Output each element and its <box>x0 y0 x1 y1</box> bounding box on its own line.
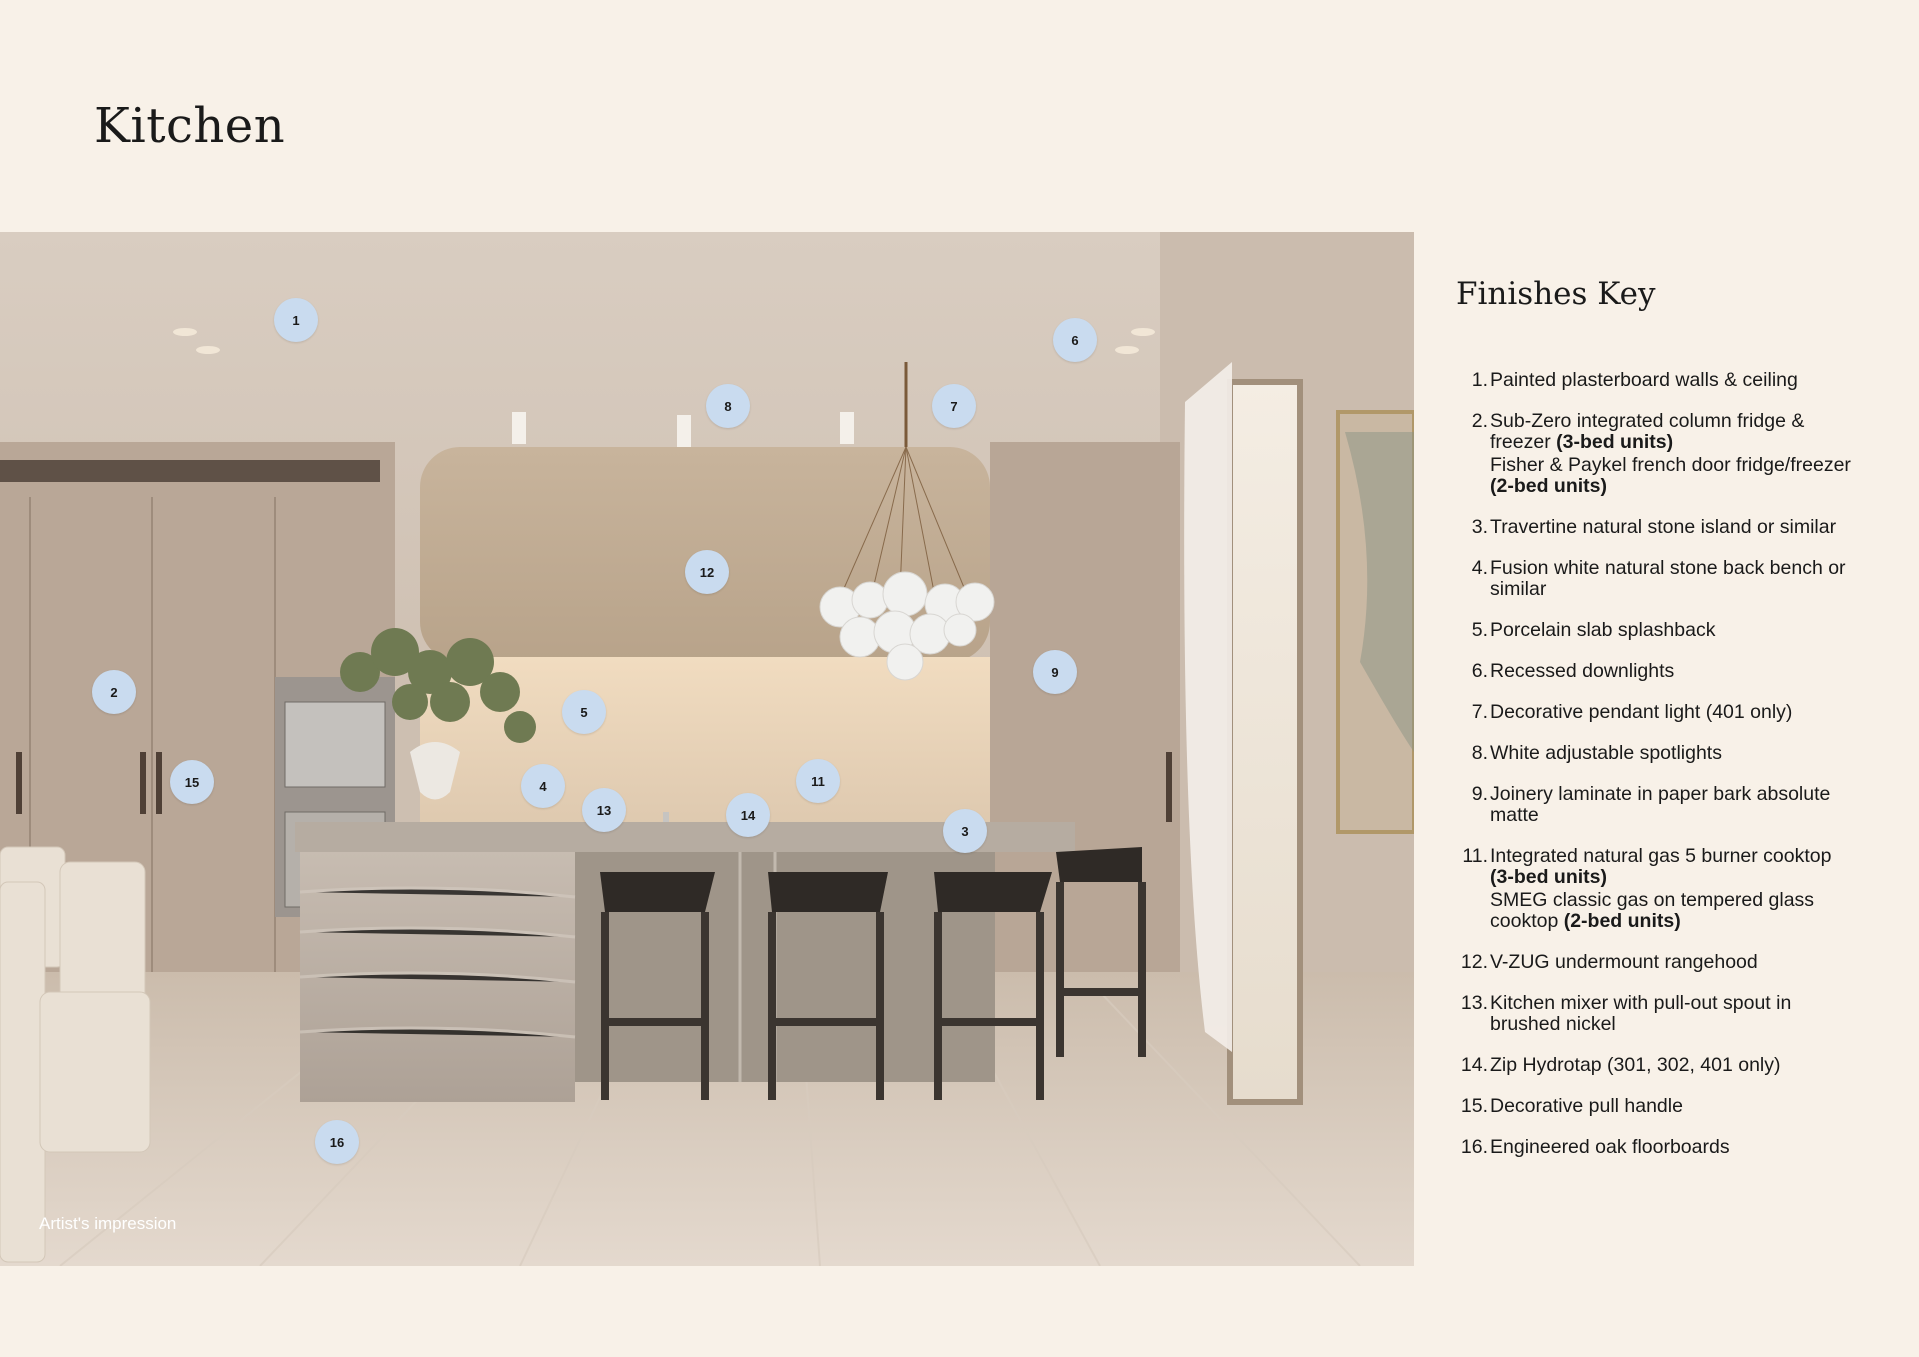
finishes-key-line-text: Fusion white natural stone back bench or similar <box>1490 557 1846 600</box>
finishes-key-text <box>1490 1137 1856 1158</box>
finishes-key-line-text: Fisher & Paykel french door fridge/freezer <box>1490 454 1851 476</box>
finishes-key-line <box>1490 784 1856 826</box>
finishes-key-item <box>1456 846 1856 932</box>
finishes-key-text <box>1490 702 1856 723</box>
finishes-key-item <box>1456 952 1856 973</box>
finishes-key-number: 3. <box>1471 516 1488 538</box>
finishes-key-number: 1. <box>1471 369 1488 391</box>
finishes-key-line <box>1490 952 1856 973</box>
finishes-key-line-text: White adjustable spotlights <box>1490 742 1722 764</box>
finishes-key-line <box>1490 993 1856 1035</box>
finishes-key-number: 2. <box>1471 410 1488 432</box>
finishes-key-line-text: Porcelain slab splashback <box>1490 619 1716 641</box>
finishes-key-number: 12. <box>1460 951 1488 973</box>
finishes-key-line-text: Decorative pendant light (401 only) <box>1490 701 1793 723</box>
finishes-key-unit-note: (2-bed units) <box>1490 475 1607 497</box>
marker-3[interactable]: 3 <box>943 809 987 853</box>
finishes-key-line <box>1490 411 1856 453</box>
marker-13[interactable]: 13 <box>582 788 626 832</box>
finishes-key-line <box>1490 743 1856 764</box>
finishes-key-text <box>1490 558 1856 600</box>
finishes-key-item <box>1456 661 1856 682</box>
finishes-key-line <box>1490 620 1856 641</box>
finishes-key-line <box>1490 1055 1856 1076</box>
finishes-key-line <box>1490 1137 1856 1158</box>
finishes-key-unit-note: (3-bed units) <box>1556 431 1674 453</box>
finishes-key-line <box>1490 890 1856 932</box>
finishes-key-line <box>1490 370 1856 391</box>
finishes-key-line-text: Kitchen mixer with pull-out spout in brushed nickel <box>1490 992 1792 1035</box>
finishes-key <box>1456 276 1856 1178</box>
finishes-key-number: 5. <box>1471 619 1488 641</box>
finishes-key-item <box>1456 1055 1856 1076</box>
finishes-key-line-text: Travertine natural stone island or similar <box>1490 516 1837 538</box>
finishes-key-number: 15. <box>1460 1095 1488 1117</box>
marker-5[interactable]: 5 <box>562 690 606 734</box>
finishes-key-line-text: Integrated natural gas 5 burner cooktop <box>1490 845 1832 867</box>
marker-12[interactable]: 12 <box>685 550 729 594</box>
finishes-key-list <box>1456 370 1856 1158</box>
finishes-key-text <box>1490 517 1856 538</box>
finishes-key-text <box>1490 661 1856 682</box>
marker-16[interactable]: 16 <box>315 1120 359 1164</box>
marker-6[interactable]: 6 <box>1053 318 1097 362</box>
finishes-key-line-text: Zip Hydrotap (301, 302, 401 only) <box>1490 1054 1781 1076</box>
kitchen-render-image <box>0 232 1414 1266</box>
marker-8[interactable]: 8 <box>706 384 750 428</box>
finishes-key-unit-note: (3-bed units) <box>1490 866 1607 888</box>
finishes-key-item <box>1456 743 1856 764</box>
finishes-key-line <box>1490 517 1856 538</box>
finishes-key-text <box>1490 846 1856 932</box>
finishes-key-item <box>1456 702 1856 723</box>
finishes-key-number: 4. <box>1471 557 1488 579</box>
finishes-key-number: 14. <box>1460 1054 1488 1076</box>
finishes-key-number: 13. <box>1460 992 1488 1014</box>
finishes-key-number: 9. <box>1471 783 1488 805</box>
finishes-key-line-text: V-ZUG undermount rangehood <box>1490 951 1758 973</box>
finishes-key-number: 7. <box>1471 701 1488 723</box>
finishes-key-line <box>1490 558 1856 600</box>
finishes-key-line-text: Engineered oak floorboards <box>1490 1136 1730 1158</box>
finishes-key-number: 16. <box>1460 1136 1488 1158</box>
finishes-key-item <box>1456 370 1856 391</box>
finishes-key-line-text: Recessed downlights <box>1490 660 1675 682</box>
finishes-key-number: 8. <box>1471 742 1488 764</box>
marker-11[interactable]: 11 <box>796 759 840 803</box>
marker-7[interactable]: 7 <box>932 384 976 428</box>
finishes-key-item <box>1456 517 1856 538</box>
finishes-key-number: 11. <box>1462 845 1488 867</box>
finishes-key-text <box>1490 784 1856 826</box>
marker-9[interactable]: 9 <box>1033 650 1077 694</box>
finishes-key-text <box>1490 1055 1856 1076</box>
finishes-key-item <box>1456 784 1856 826</box>
marker-2[interactable]: 2 <box>92 670 136 714</box>
finishes-key-item <box>1456 993 1856 1035</box>
finishes-key-item <box>1456 1137 1856 1158</box>
marker-14[interactable]: 14 <box>726 793 770 837</box>
finishes-key-item <box>1456 620 1856 641</box>
marker-4[interactable]: 4 <box>521 764 565 808</box>
marker-15[interactable]: 15 <box>170 760 214 804</box>
finishes-key-text <box>1490 620 1856 641</box>
page-title: Kitchen <box>94 98 286 154</box>
finishes-key-text <box>1490 952 1856 973</box>
artists-impression-caption: Artist's impression <box>39 1214 177 1233</box>
finishes-key-line-text: Painted plasterboard walls & ceiling <box>1490 369 1798 391</box>
finishes-key-title: Finishes Key <box>1456 276 1656 312</box>
finishes-key-line <box>1490 1096 1856 1117</box>
finishes-key-text <box>1490 370 1856 391</box>
marker-1[interactable]: 1 <box>274 298 318 342</box>
finishes-key-line <box>1490 846 1856 888</box>
finishes-key-unit-note: (2-bed units) <box>1563 910 1681 932</box>
finishes-key-line <box>1490 661 1856 682</box>
finishes-key-line <box>1490 455 1856 497</box>
kitchen-illustration <box>0 232 1414 1266</box>
finishes-key-item <box>1456 1096 1856 1117</box>
finishes-key-item <box>1456 411 1856 497</box>
finishes-key-line-text: Sub-Zero integrated column fridge & freezer <box>1490 410 1805 453</box>
finishes-key-text <box>1490 1096 1856 1117</box>
finishes-key-line-text: Decorative pull handle <box>1490 1095 1683 1117</box>
finishes-key-line <box>1490 702 1856 723</box>
finishes-key-text <box>1490 993 1856 1035</box>
finishes-key-text <box>1490 411 1856 497</box>
finishes-key-line-text: SMEG classic gas on tempered glass cooktop <box>1490 889 1815 932</box>
finishes-key-item <box>1456 558 1856 600</box>
finishes-key-text <box>1490 743 1856 764</box>
finishes-key-number: 6. <box>1471 660 1488 682</box>
finishes-key-line-text: Joinery laminate in paper bark absolute matte <box>1490 783 1831 826</box>
